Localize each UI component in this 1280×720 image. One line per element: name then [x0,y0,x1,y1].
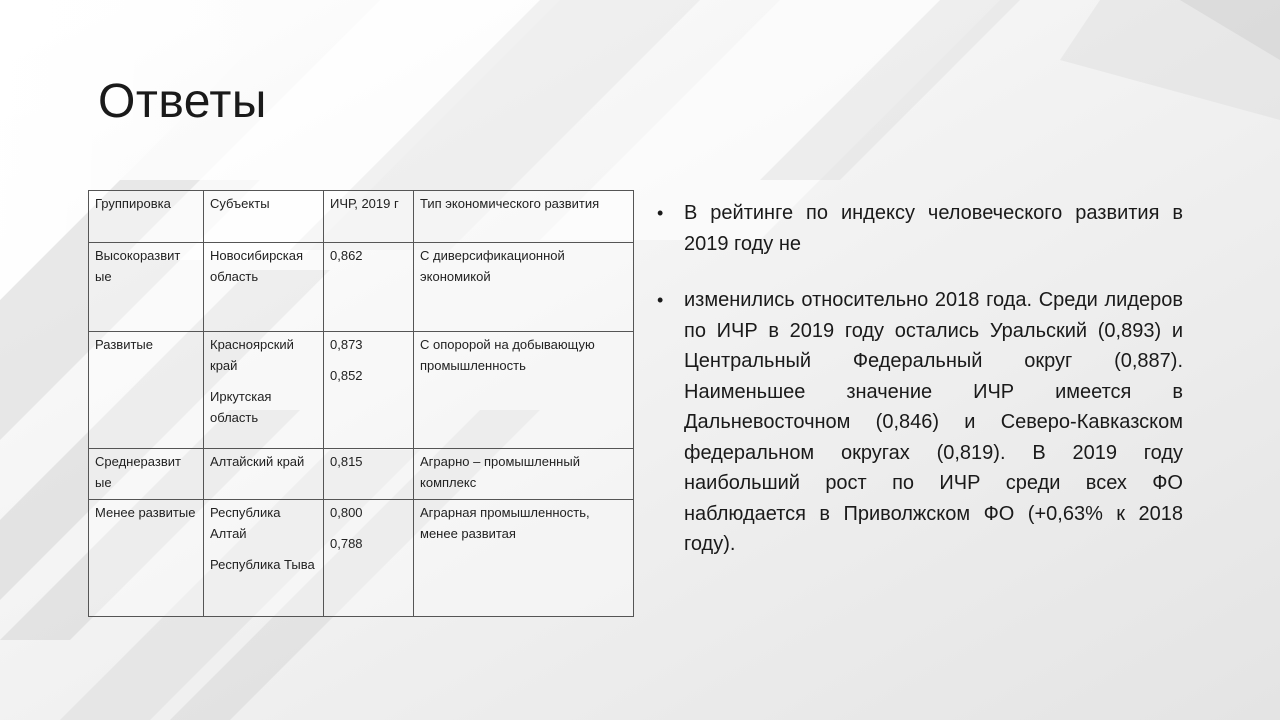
cell-type: С диверсификационной экономикой [414,243,634,332]
table-row [89,449,634,500]
cell-subjects [204,500,324,617]
hdi-value: 0,862 [330,248,363,263]
subject-name: Республика Тыва [210,557,315,572]
subject-name: Новосибирская область [210,248,304,284]
cell-group: Среднеразвит ые [89,449,204,500]
table-row [89,500,634,617]
slide-title: Ответы [98,75,267,128]
cell-type: Аграрно – промышленный комплекс [414,449,634,500]
subject-name: Республика Алтай [210,505,281,541]
table-row [89,243,634,332]
subject-name: Иркутская область [210,389,272,425]
bullet-item [657,285,1183,560]
cell-group: Менее развитые [89,500,204,617]
subject-name: Красноярский край [210,337,294,373]
cell-subjects [204,243,324,332]
bullet-text: В рейтинге по индексу человеческого развития в 2019 году не [684,202,1183,255]
cell-group: Развитые [89,332,204,449]
bullet-text: изменились относительно 2018 года. Среди лидеров по ИЧР в 2019 году остались Уральский (0,893) и Центральный Федеральный округ (0,887). Наименьшее значение ИЧР имеется в Дальневосточном (0,846) и Северо-Кавказском федеральном округах (0,819). В 2019 году наибольший рост по ИЧР среди всех ФО наблюдается в Приволжском ФО (+0,63% к 2018 году). [684,289,1183,555]
cell-group: Высокоразвит ые [89,243,204,332]
cell-hdi [324,500,414,617]
cell-hdi [324,332,414,449]
hdi-value: 0,815 [330,454,363,469]
bullet-dot-icon: • [657,290,664,310]
header-cell-group: Группировка [89,191,204,243]
cell-hdi [324,243,414,332]
hdi-value: 0,800 [330,505,363,520]
cell-type: С опоророй на добывающую промышленность [414,332,634,449]
subject-name: Алтайский край [210,454,305,469]
hdi-value: 0,852 [330,368,363,383]
cell-subjects [204,332,324,449]
table-header-row [89,191,634,243]
regions-table [88,190,634,617]
header-cell-subjects: Субъекты [204,191,324,243]
table-row [89,332,634,449]
bullet-dot-icon: • [657,203,664,223]
header-cell-type: Тип экономического развития [414,191,634,243]
bullet-item [657,198,1183,259]
cell-type: Аграрная промышленность, менее развитая [414,500,634,617]
summary-bullet-list [657,198,1183,560]
cell-hdi [324,449,414,500]
header-cell-hdi: ИЧР, 2019 г [324,191,414,243]
cell-subjects [204,449,324,500]
hdi-value: 0,788 [330,536,363,551]
hdi-value: 0,873 [330,337,363,352]
